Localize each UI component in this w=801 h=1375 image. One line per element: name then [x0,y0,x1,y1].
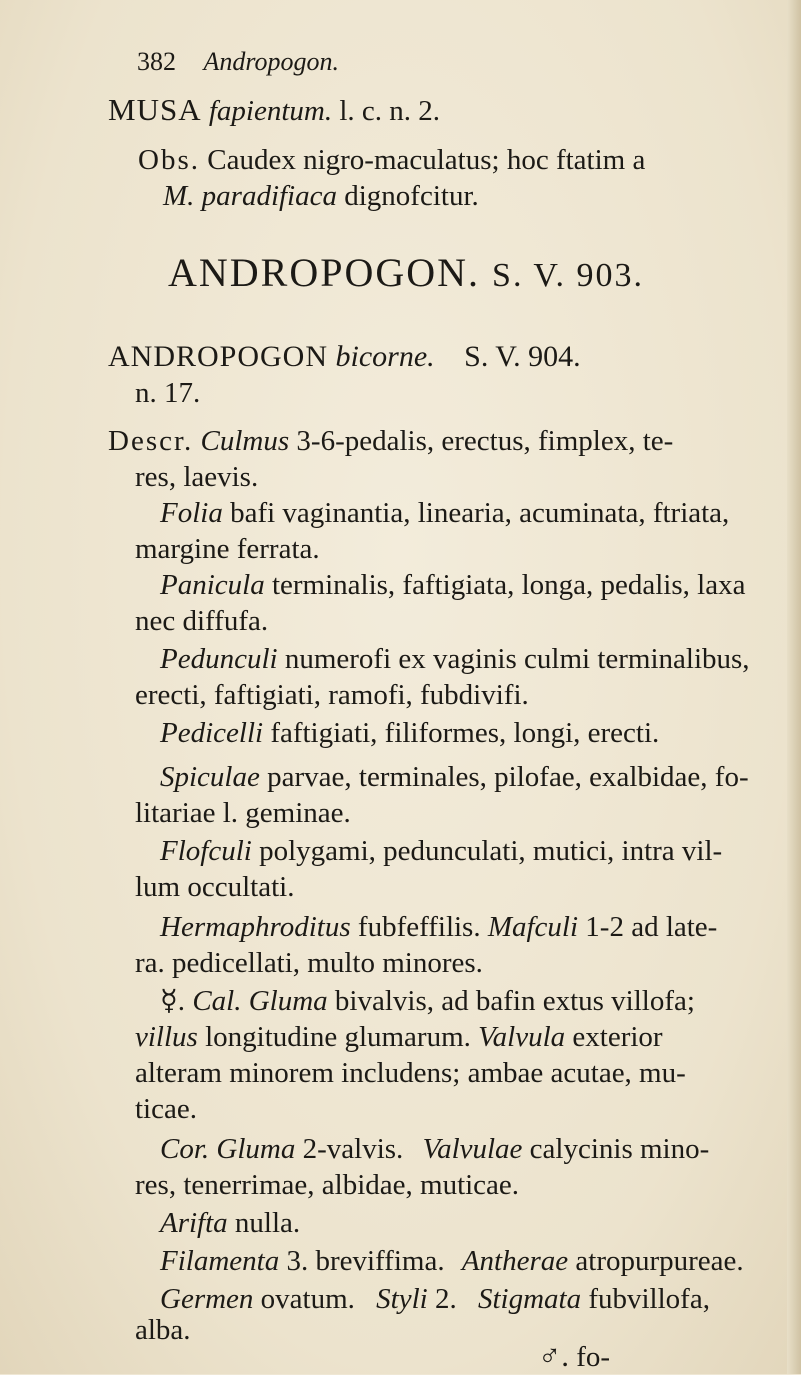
spiculae-text-1: parvae, terminales, pilofae, exalbidae, fo- [267,761,749,793]
page-footer [538,1338,610,1375]
descr-panicula [160,567,745,603]
pedicelli-text-1: faftigiati, filiformes, longi, erecti. [270,717,660,749]
genus-heading [168,249,644,300]
term-filamenta: Filamenta [160,1245,280,1277]
descr-spiculae [160,759,749,795]
term-cor-gluma: Gluma [216,1133,296,1165]
musa-entry [108,92,440,129]
term-pedunculi: Pedunculi [160,643,278,675]
descr-pedunculi [160,641,750,677]
descr-cal [160,983,695,1019]
herm-text-1b: 1-2 ad late- [585,911,718,943]
panicula-text-1: terminalis, faftigiata, longa, pedalis, laxa [271,569,746,601]
folia-text-1: bafi vaginantia, linearia, acuminata, ftriata, [230,497,730,529]
filamenta-text: 3. breviffima. [286,1245,445,1277]
descr-label: Descr. [108,425,194,457]
cor-text-1: 2-valvis. [302,1133,404,1165]
antherae-text: atropurpureae. [575,1245,744,1277]
term-arifta: Arifta [160,1207,228,1239]
genus-ref: S. V. 903. [492,257,644,294]
cal-text-1: bivalvis, ad bafin extus villofa; [334,985,695,1017]
obs-line-1 [138,142,645,178]
musa-name: MUSA [108,92,202,127]
flofculi-text-1: polygami, pedunculati, mutici, intra vil- [259,835,723,867]
obs-species: M. paradifiaca [163,180,337,212]
term-mafculi: Mafculi [487,911,579,943]
cor-text-2: res, tenerrimae, albidae, muticae. [135,1169,520,1201]
alba-text: alba. [135,1314,191,1346]
descr-hermaphroditus [160,909,717,945]
descr-flofculi [160,833,722,869]
descr-cor [160,1131,709,1167]
culmus-text-2: res, laevis. [135,461,259,493]
musa-ref: l. c. n. 2. [339,95,441,127]
cal-text-3: alteram minorem includens; ambae acutae, mu- [135,1057,686,1089]
cor-text-1b: calycinis mino- [529,1133,710,1165]
running-title: Andropogon. [203,47,340,76]
term-valvula: Valvula [478,1021,566,1053]
cal-text-2: longitudine glumarum. [205,1021,471,1053]
term-flofculi: Flofculi [160,835,252,867]
hermaphrodite-symbol: ☿. [160,985,186,1017]
term-hermaphroditus: Hermaphroditus [160,911,351,943]
species-name: ANDROPOGON [108,340,329,373]
running-header [137,44,339,80]
germen-text: ovatum. [260,1283,355,1315]
folia-text-2: margine ferrata. [135,533,320,565]
term-stigmata: Stigmata [477,1283,582,1315]
species-ref: S. V. 904. [464,340,581,373]
genus-name: ANDROPOGON. [168,250,481,295]
term-folia: Folia [160,497,223,529]
descr-arifta [160,1205,300,1241]
descr-germen [160,1281,710,1317]
species-ref-2: n. 17. [135,377,201,409]
catchword: fo- [576,1341,611,1373]
term-pedicelli: Pedicelli [160,717,264,749]
obs-text-2: dignofcitur. [344,180,479,212]
term-gluma: Gluma [248,985,328,1017]
descr-culmus [108,423,673,459]
descr-filamenta [160,1243,744,1279]
term-panicula: Panicula [160,569,265,601]
obs-text-1: Caudex nigro-maculatus; hoc ftatim a [207,144,646,176]
culmus-text-1: 3-6-pedalis, erectus, fimplex, te- [296,425,674,457]
musa-epithet: fapientum. [208,95,333,127]
species-epithet: bicorne. [335,340,435,373]
arifta-text: nulla. [234,1207,301,1239]
stigmata-text: fubvillofa, [588,1283,710,1315]
term-cor: Cor. [160,1133,210,1165]
page-number: 382 [137,47,176,76]
spiculae-text-2: litariae l. geminae. [135,797,351,829]
term-spiculae: Spiculae [160,761,260,793]
term-germen: Germen [160,1283,254,1315]
term-styli: Styli [376,1283,428,1315]
term-antherae: Antherae [461,1245,569,1277]
term-culmus: Culmus [200,425,290,457]
pedunculi-text-2: erecti, faftigiati, ramofi, fubdivifi. [135,679,529,711]
page-edge [787,0,801,1374]
obs-label: Obs. [138,144,200,176]
styli-text: 2. [434,1283,457,1315]
male-symbol: ♂. [538,1338,569,1373]
herm-text-1: fubfeffilis. [357,911,481,943]
flofculi-text-2: lum occultati. [135,871,295,903]
descr-pedicelli [160,715,659,751]
panicula-text-2: nec diffufa. [135,605,269,637]
species-heading [108,339,581,375]
herm-text-2: ra. pedicellati, multo minores. [135,947,483,979]
term-villus: villus [135,1021,198,1053]
pedunculi-text-1: numerofi ex vaginis culmi terminalibus, [284,643,750,675]
cal-text-4: ticae. [135,1093,197,1125]
descr-folia [160,495,729,531]
cal-text-2b: exterior [572,1021,663,1053]
term-cal: Cal. [192,985,242,1017]
cal-line-2 [135,1019,663,1055]
obs-line-2 [163,178,479,214]
term-valvulae: Valvulae [422,1133,523,1165]
